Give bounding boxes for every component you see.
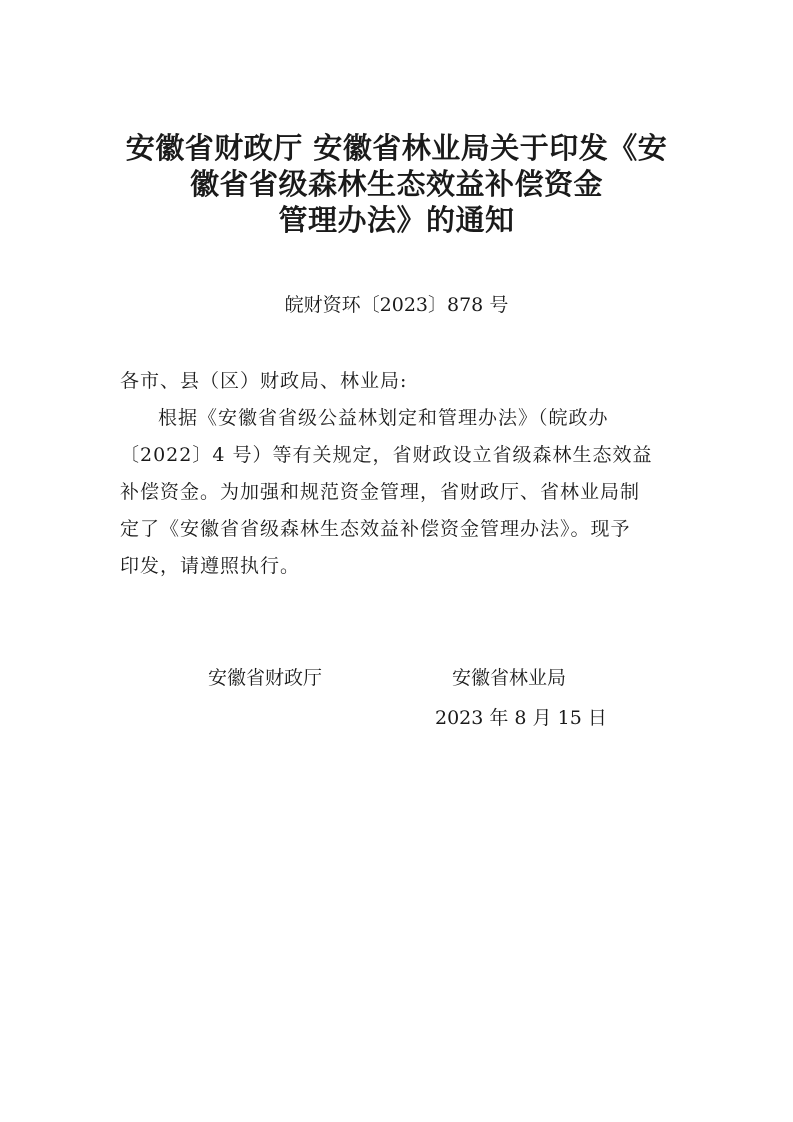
issue-date: 2023 年 8 月 15 日: [435, 707, 607, 729]
body-line-2: 〔2022〕4 号）等有关规定，省财政设立省级森林生态效益: [120, 444, 653, 466]
body-paragraph: [120, 400, 676, 585]
signatory-forestry-bureau: 安徽省林业局: [452, 667, 567, 689]
body-line-3: 补偿资金。为加强和规范资金管理，省财政厅、省林业局制: [120, 481, 641, 503]
title-line-3: 管理办法》的通知: [278, 203, 515, 237]
document-number: 皖财资环〔2023〕878 号: [284, 294, 509, 316]
title-line-1: 安徽省财政厅 安徽省林业局关于印发《安: [125, 131, 668, 165]
body-line-4: 定了《安徽省省级森林生态效益补偿资金管理办法》。现予: [120, 518, 631, 540]
document-title: [0, 130, 793, 238]
title-line-2: 徽省省级森林生态效益补偿资金: [189, 167, 603, 201]
signatory-finance-department: 安徽省财政厅: [208, 667, 323, 689]
body-line-5: 印发，请遵照执行。: [120, 555, 301, 577]
salutation: 各市、县（区）财政局、林业局:: [120, 370, 408, 392]
body-line-1: 根据《安徽省省级公益林划定和管理办法》（皖政办: [158, 407, 609, 429]
